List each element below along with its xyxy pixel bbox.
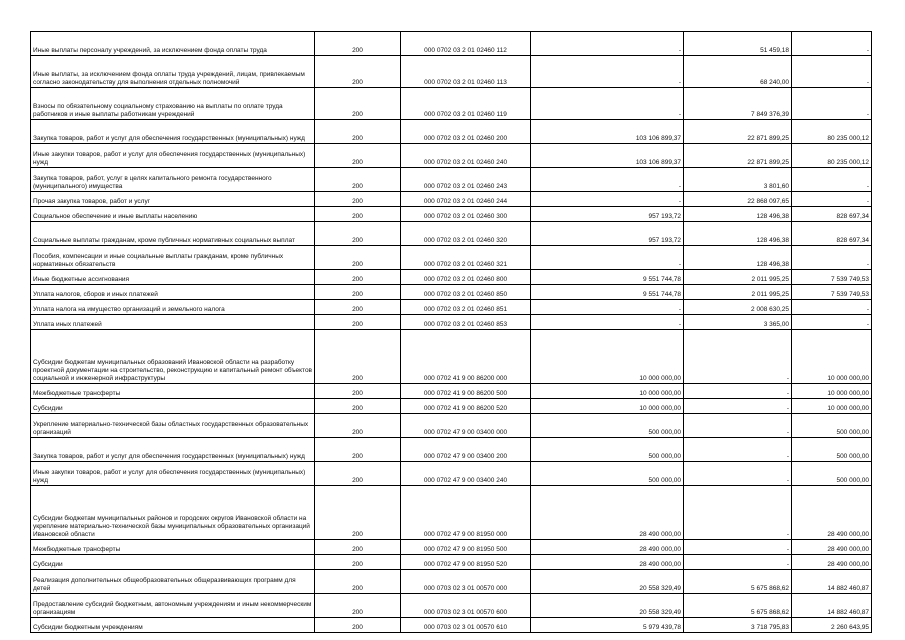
- table-row: [31, 144, 872, 168]
- row-code-cell: 200: [315, 285, 401, 300]
- row-name-cell: Межбюджетные трансферты: [31, 540, 315, 555]
- table-row: [31, 192, 872, 207]
- row-code-cell: 200: [315, 144, 401, 168]
- row-unexecuted-cell: 828 697,34: [792, 222, 872, 246]
- row-name-cell: Иные бюджетные ассигнования: [31, 270, 315, 285]
- row-unexecuted-cell: -: [792, 315, 872, 330]
- row-code-cell: 200: [315, 555, 401, 570]
- row-name-cell: Субсидии бюджетам муниципальных образований Ивановской области на разработку проектной документации на строительство, реконструкцию и капитальный ремонт объектов социальной и инженерной инфраструктуры: [31, 330, 315, 384]
- table-row: [31, 438, 872, 462]
- table-row: [31, 207, 872, 222]
- table-row: [31, 285, 872, 300]
- row-code-cell: 200: [315, 222, 401, 246]
- row-unexecuted-cell: -: [792, 168, 872, 192]
- row-executed-cell: 22 871 899,25: [684, 144, 792, 168]
- row-name-cell: Иные выплаты персоналу учреждений, за исключением фонда оплаты труда: [31, 32, 315, 56]
- row-name-cell: Социальные выплаты гражданам, кроме публичных нормативных социальных выплат: [31, 222, 315, 246]
- table-row: [31, 462, 872, 486]
- row-executed-cell: -: [684, 462, 792, 486]
- row-classification-cell: 000 0703 02 3 01 00570 000: [401, 570, 531, 594]
- row-name-cell: Закупка товаров, работ и услуг для обеспечения государственных (муниципальных) нужд: [31, 438, 315, 462]
- row-unexecuted-cell: -: [792, 192, 872, 207]
- row-executed-cell: 128 496,38: [684, 207, 792, 222]
- row-name-cell: Субсидии: [31, 555, 315, 570]
- row-code-cell: 200: [315, 594, 401, 618]
- row-unexecuted-cell: 500 000,00: [792, 414, 872, 438]
- row-classification-cell: 000 0702 03 2 01 02460 850: [401, 285, 531, 300]
- row-name-cell: Социальное обеспечение и иные выплаты населению: [31, 207, 315, 222]
- row-executed-cell: -: [684, 384, 792, 399]
- row-approved-cell: 957 193,72: [531, 207, 684, 222]
- table-row: [31, 120, 872, 144]
- row-classification-cell: 000 0702 47 9 00 81950 000: [401, 486, 531, 540]
- row-code-cell: 200: [315, 168, 401, 192]
- row-classification-cell: 000 0702 03 2 01 02460 113: [401, 56, 531, 88]
- table-row: [31, 384, 872, 399]
- row-unexecuted-cell: 7 539 749,53: [792, 285, 872, 300]
- row-approved-cell: -: [531, 32, 684, 56]
- row-code-cell: 200: [315, 486, 401, 540]
- table-row: [31, 414, 872, 438]
- row-approved-cell: -: [531, 168, 684, 192]
- row-classification-cell: 000 0702 03 2 01 02460 851: [401, 300, 531, 315]
- row-name-cell: Иные закупки товаров, работ и услуг для обеспечения государственных (муниципальных) нужд: [31, 462, 315, 486]
- row-approved-cell: 5 979 439,78: [531, 618, 684, 633]
- report-rows: [31, 32, 872, 633]
- row-unexecuted-cell: 28 490 000,00: [792, 486, 872, 540]
- row-name-cell: Субсидии: [31, 399, 315, 414]
- row-name-cell: Взносы по обязательному социальному страхованию на выплаты по оплате труда работников и иные выплаты работникам учреждений: [31, 88, 315, 120]
- row-executed-cell: -: [684, 540, 792, 555]
- row-code-cell: 200: [315, 570, 401, 594]
- row-unexecuted-cell: 28 490 000,00: [792, 555, 872, 570]
- row-approved-cell: -: [531, 246, 684, 270]
- table-row: [31, 315, 872, 330]
- row-code-cell: 200: [315, 414, 401, 438]
- row-classification-cell: 000 0703 02 3 01 00570 600: [401, 594, 531, 618]
- table-row: [31, 555, 872, 570]
- row-approved-cell: 28 490 000,00: [531, 555, 684, 570]
- row-name-cell: Закупка товаров, работ, услуг в целях капитального ремонта государственного (муниципального) имущества: [31, 168, 315, 192]
- row-approved-cell: 103 106 899,37: [531, 144, 684, 168]
- row-unexecuted-cell: 500 000,00: [792, 438, 872, 462]
- row-approved-cell: 500 000,00: [531, 462, 684, 486]
- row-approved-cell: -: [531, 192, 684, 207]
- row-approved-cell: 20 558 329,49: [531, 594, 684, 618]
- row-classification-cell: 000 0703 02 3 01 00570 610: [401, 618, 531, 633]
- row-executed-cell: 5 675 868,62: [684, 594, 792, 618]
- row-classification-cell: 000 0702 47 9 00 03400 000: [401, 414, 531, 438]
- row-name-cell: Укрепление материально-технической базы областных государственных образовательных организаций: [31, 414, 315, 438]
- row-classification-cell: 000 0702 41 9 00 86200 500: [401, 384, 531, 399]
- row-executed-cell: -: [684, 486, 792, 540]
- row-executed-cell: 3 365,00: [684, 315, 792, 330]
- table-row: [31, 399, 872, 414]
- row-unexecuted-cell: -: [792, 300, 872, 315]
- row-approved-cell: -: [531, 300, 684, 315]
- table-row: [31, 540, 872, 555]
- row-executed-cell: -: [684, 555, 792, 570]
- row-classification-cell: 000 0702 41 9 00 86200 000: [401, 330, 531, 384]
- row-executed-cell: 68 240,00: [684, 56, 792, 88]
- table-row: [31, 222, 872, 246]
- row-unexecuted-cell: 500 000,00: [792, 462, 872, 486]
- row-code-cell: 200: [315, 56, 401, 88]
- row-executed-cell: -: [684, 438, 792, 462]
- row-name-cell: Уплата налога на имущество организаций и земельного налога: [31, 300, 315, 315]
- row-name-cell: Закупка товаров, работ и услуг для обеспечения государственных (муниципальных) нужд: [31, 120, 315, 144]
- row-unexecuted-cell: 2 260 643,95: [792, 618, 872, 633]
- row-name-cell: Иные закупки товаров, работ и услуг для обеспечения государственных (муниципальных) нужд: [31, 144, 315, 168]
- table-row: [31, 570, 872, 594]
- table-row: [31, 594, 872, 618]
- row-code-cell: 200: [315, 330, 401, 384]
- row-code-cell: 200: [315, 618, 401, 633]
- row-code-cell: 200: [315, 438, 401, 462]
- table-row: [31, 300, 872, 315]
- row-code-cell: 200: [315, 88, 401, 120]
- row-code-cell: 200: [315, 192, 401, 207]
- row-executed-cell: 22 868 097,65: [684, 192, 792, 207]
- row-name-cell: Реализация дополнительных общеобразовательных общеразвивающих программ для детей: [31, 570, 315, 594]
- row-unexecuted-cell: 14 882 460,87: [792, 570, 872, 594]
- row-code-cell: 200: [315, 32, 401, 56]
- row-unexecuted-cell: -: [792, 32, 872, 56]
- row-approved-cell: -: [531, 56, 684, 88]
- row-code-cell: 200: [315, 120, 401, 144]
- row-approved-cell: 9 551 744,78: [531, 270, 684, 285]
- row-unexecuted-cell: -: [792, 56, 872, 88]
- row-unexecuted-cell: 828 697,34: [792, 207, 872, 222]
- row-approved-cell: 9 551 744,78: [531, 285, 684, 300]
- row-classification-cell: 000 0702 47 9 00 81950 500: [401, 540, 531, 555]
- row-name-cell: Иные выплаты, за исключением фонда оплаты труда учреждений, лицам, привлекаемым согласно законодательству для выполнения отдельных полномочий: [31, 56, 315, 88]
- row-name-cell: Предоставление субсидий бюджетным, автономным учреждениям и иным некоммерческим организациям: [31, 594, 315, 618]
- row-executed-cell: 3 801,60: [684, 168, 792, 192]
- row-executed-cell: 2 011 995,25: [684, 285, 792, 300]
- row-code-cell: 200: [315, 462, 401, 486]
- row-code-cell: 200: [315, 315, 401, 330]
- row-executed-cell: 128 496,38: [684, 222, 792, 246]
- row-classification-cell: 000 0702 03 2 01 02460 119: [401, 88, 531, 120]
- row-code-cell: 200: [315, 540, 401, 555]
- row-name-cell: Субсидии бюджетам муниципальных районов и городских округов Ивановской области на укрепление материально-технической базы муниципальных образовательных организаций Ивановской области: [31, 486, 315, 540]
- row-unexecuted-cell: -: [792, 246, 872, 270]
- row-unexecuted-cell: 80 235 000,12: [792, 144, 872, 168]
- row-classification-cell: 000 0702 47 9 00 81950 520: [401, 555, 531, 570]
- budget-report-table: [30, 31, 872, 633]
- row-classification-cell: 000 0702 41 9 00 86200 520: [401, 399, 531, 414]
- table-row: [31, 168, 872, 192]
- row-classification-cell: 000 0702 03 2 01 02460 321: [401, 246, 531, 270]
- row-approved-cell: 500 000,00: [531, 438, 684, 462]
- row-approved-cell: 10 000 000,00: [531, 399, 684, 414]
- table-row: [31, 246, 872, 270]
- row-name-cell: Прочая закупка товаров, работ и услуг: [31, 192, 315, 207]
- row-executed-cell: 2 008 630,25: [684, 300, 792, 315]
- table-row: [31, 270, 872, 285]
- row-approved-cell: -: [531, 88, 684, 120]
- table-row: [31, 618, 872, 633]
- row-classification-cell: 000 0702 03 2 01 02460 800: [401, 270, 531, 285]
- row-approved-cell: 500 000,00: [531, 414, 684, 438]
- row-name-cell: Уплата налогов, сборов и иных платежей: [31, 285, 315, 300]
- row-classification-cell: 000 0702 03 2 01 02460 244: [401, 192, 531, 207]
- row-approved-cell: 28 490 000,00: [531, 486, 684, 540]
- row-unexecuted-cell: -: [792, 88, 872, 120]
- row-executed-cell: 7 849 376,39: [684, 88, 792, 120]
- row-unexecuted-cell: 80 235 000,12: [792, 120, 872, 144]
- row-approved-cell: 20 558 329,49: [531, 570, 684, 594]
- row-approved-cell: 10 000 000,00: [531, 384, 684, 399]
- row-name-cell: Уплата иных платежей: [31, 315, 315, 330]
- row-classification-cell: 000 0702 03 2 01 02460 200: [401, 120, 531, 144]
- row-approved-cell: 28 490 000,00: [531, 540, 684, 555]
- row-name-cell: Субсидии бюджетным учреждениям: [31, 618, 315, 633]
- row-approved-cell: -: [531, 315, 684, 330]
- row-executed-cell: 3 718 795,83: [684, 618, 792, 633]
- table-row: [31, 32, 872, 56]
- row-executed-cell: 2 011 995,25: [684, 270, 792, 285]
- row-code-cell: 200: [315, 246, 401, 270]
- row-approved-cell: 10 000 000,00: [531, 330, 684, 384]
- row-unexecuted-cell: 7 539 749,53: [792, 270, 872, 285]
- row-code-cell: 200: [315, 207, 401, 222]
- row-classification-cell: 000 0702 03 2 01 02460 240: [401, 144, 531, 168]
- row-classification-cell: 000 0702 47 9 00 03400 200: [401, 438, 531, 462]
- row-name-cell: Пособия, компенсации и иные социальные выплаты гражданам, кроме публичных нормативных обязательств: [31, 246, 315, 270]
- row-executed-cell: 22 871 899,25: [684, 120, 792, 144]
- row-classification-cell: 000 0702 03 2 01 02460 320: [401, 222, 531, 246]
- row-classification-cell: 000 0702 03 2 01 02460 853: [401, 315, 531, 330]
- row-executed-cell: 5 675 868,62: [684, 570, 792, 594]
- row-executed-cell: -: [684, 399, 792, 414]
- row-approved-cell: 957 193,72: [531, 222, 684, 246]
- table-row: [31, 330, 872, 384]
- row-unexecuted-cell: 10 000 000,00: [792, 384, 872, 399]
- row-code-cell: 200: [315, 384, 401, 399]
- table-row: [31, 56, 872, 88]
- table-row: [31, 486, 872, 540]
- row-unexecuted-cell: 10 000 000,00: [792, 330, 872, 384]
- row-name-cell: Межбюджетные трансферты: [31, 384, 315, 399]
- row-unexecuted-cell: 10 000 000,00: [792, 399, 872, 414]
- row-executed-cell: -: [684, 330, 792, 384]
- row-code-cell: 200: [315, 399, 401, 414]
- row-executed-cell: -: [684, 414, 792, 438]
- row-classification-cell: 000 0702 03 2 01 02460 243: [401, 168, 531, 192]
- row-executed-cell: 51 459,18: [684, 32, 792, 56]
- row-classification-cell: 000 0702 47 9 00 03400 240: [401, 462, 531, 486]
- row-code-cell: 200: [315, 270, 401, 285]
- row-approved-cell: 103 106 899,37: [531, 120, 684, 144]
- row-code-cell: 200: [315, 300, 401, 315]
- row-executed-cell: 128 496,38: [684, 246, 792, 270]
- table-row: [31, 88, 872, 120]
- row-unexecuted-cell: 14 882 460,87: [792, 594, 872, 618]
- row-classification-cell: 000 0702 03 2 01 02460 112: [401, 32, 531, 56]
- row-unexecuted-cell: 28 490 000,00: [792, 540, 872, 555]
- row-classification-cell: 000 0702 03 2 01 02460 300: [401, 207, 531, 222]
